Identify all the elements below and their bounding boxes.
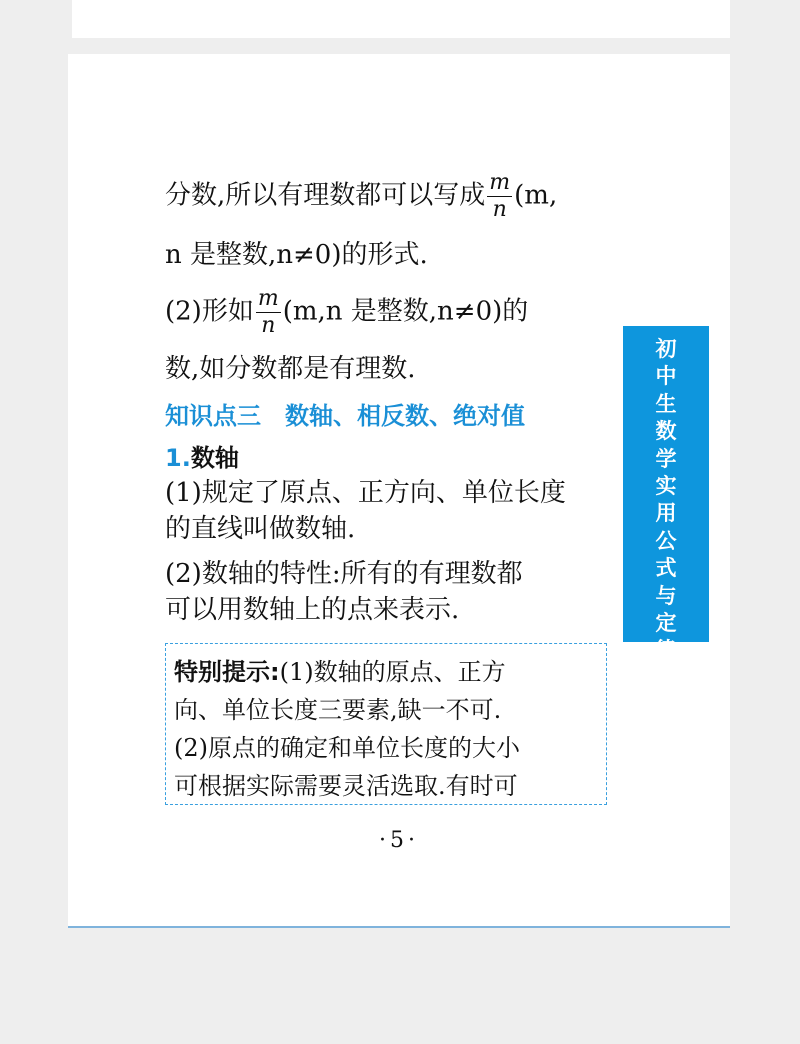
paragraph-line: 的直线叫做数轴.: [165, 514, 356, 544]
text-segment: (m,n 是整数,n≠0)的: [282, 296, 529, 327]
section-heading: 知识点三 数轴、相反数、绝对值: [165, 402, 525, 430]
paragraph-line: (2)数轴的特性:所有的有理数都: [165, 559, 523, 589]
tip-line-1: [174, 652, 506, 687]
tip-text: (1)数轴的原点、正方: [279, 658, 506, 686]
tip-line-2: 向、单位长度三要素,缺一不可.: [174, 696, 502, 724]
tip-line-4: 可根据实际需要灵活选取.有时可: [174, 772, 518, 800]
text-segment: 分数,所以有理数都可以写成: [165, 180, 486, 211]
text-line-3: [165, 288, 615, 337]
sub-heading-title: 数轴: [190, 444, 239, 472]
text-line-4: 数,如分数都是有理数.: [165, 354, 416, 384]
tip-line-3: (2)原点的确定和单位长度的大小: [174, 734, 520, 762]
fraction-denominator: n: [492, 197, 507, 222]
special-tip-box: [165, 643, 607, 805]
sub-heading: [165, 438, 239, 473]
previous-page-edge: [72, 0, 730, 38]
tip-title: 特别提示:: [174, 658, 280, 686]
sub-heading-number: 1.: [165, 444, 191, 472]
page-number: ·5·: [379, 828, 419, 853]
fraction-m-over-n: [256, 288, 281, 337]
text-segment: (2)形如: [165, 296, 254, 327]
fraction-denominator: n: [261, 313, 276, 338]
paragraph-line: 可以用数轴上的点来表示.: [165, 595, 460, 625]
text-line-2: n 是整数,n≠0)的形式.: [165, 240, 428, 270]
book-title-side-tab: 初中生数学实用公式与定律: [623, 326, 709, 642]
text-segment: (m,: [514, 180, 558, 211]
fraction-m-over-n: [487, 172, 512, 221]
paragraph-line: (1)规定了原点、正方向、单位长度: [165, 478, 566, 508]
fraction-numerator: m: [257, 286, 279, 311]
book-page: [68, 54, 730, 928]
fraction-numerator: m: [489, 170, 511, 195]
text-line-1: [165, 172, 615, 221]
